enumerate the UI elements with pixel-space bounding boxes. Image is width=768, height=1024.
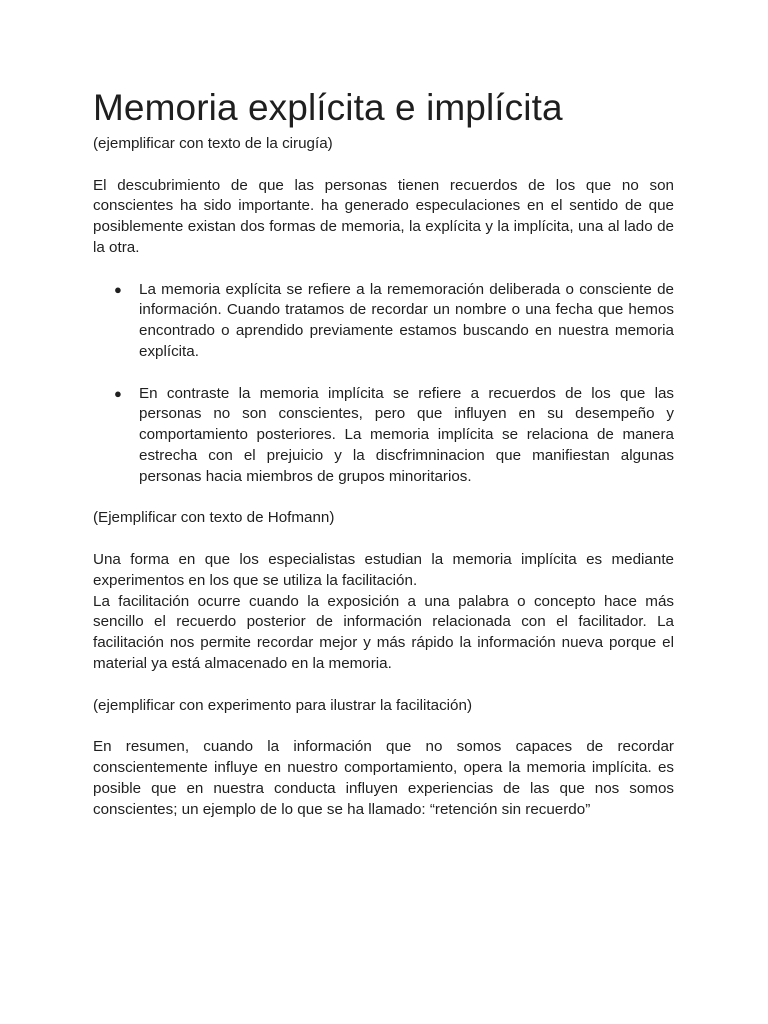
note-surgery-example: (ejemplificar con texto de la cirugía): [93, 135, 333, 152]
facilitation-definition-paragraph: La facilitación ocurre cuando la exposición a una palabra o concepto hace más sencillo el recuerdo posterior de información relacionada con el facilitador. La facilitación nos permite recordar mejor y más rápido la información nueva porque el material ya está almacenado en la memoria.: [93, 592, 674, 672]
bullet-icon: ●: [114, 281, 122, 297]
memory-types-list: [93, 280, 674, 488]
spacer: [93, 488, 674, 509]
document-title: Memoria explícita e implícita: [93, 87, 563, 128]
spacer: [93, 529, 674, 550]
spacer: [93, 259, 674, 280]
list-item-explicit-memory: [93, 280, 674, 363]
list-item-text: La memoria explícita se refiere a la rememoración deliberada o consciente de información. Cuando tratamos de recordar un nombre o una fecha que hemos encontrado o aprendido previamente estamos buscando en nuestra memoria explícita.: [139, 280, 674, 360]
note-experiment-example: (ejemplificar con experimento para ilustrar la facilitación): [93, 696, 472, 714]
document-page: [93, 86, 674, 820]
spacer: [93, 716, 674, 737]
note-hofmann-example: (Ejemplificar con texto de Hofmann): [93, 509, 335, 527]
list-item-text: En contraste la memoria implícita se refiere a recuerdos de los que las personas no son conscientes, pero que influyen en su desempeño y comportamiento posteriores. La memoria implícita se relaciona de manera estrecha con el prejuicio y la discfrimninacion que manifiestan algunas personas hacia miembros de grupos minoritarios.: [139, 384, 674, 485]
spacer: [93, 675, 674, 696]
spacer: [93, 155, 674, 176]
bullet-icon: ●: [114, 385, 122, 401]
intro-paragraph: El descubrimiento de que las personas tienen recuerdos de los que no son conscientes ha sido importante. ha generado especulaciones en el sentido de que posiblemente existan dos formas de memoria, la explícita y la implícita, una al lado de la otra.: [93, 176, 674, 256]
summary-paragraph: En resumen, cuando la información que no somos capaces de recordar conscientemente influye en nuestro comportamiento, opera la memoria implícita. es posible que en nuestra conducta influyen experiencias de las que nos somos conscientes; un ejemplo de lo que se ha llamado: “retención sin recuerdo”: [93, 738, 674, 818]
facilitation-intro-paragraph: Una forma en que los especialistas estudian la memoria implícita es mediante experimentos en los que se utiliza la facilitación.: [93, 550, 674, 589]
list-item-implicit-memory: [93, 384, 674, 488]
